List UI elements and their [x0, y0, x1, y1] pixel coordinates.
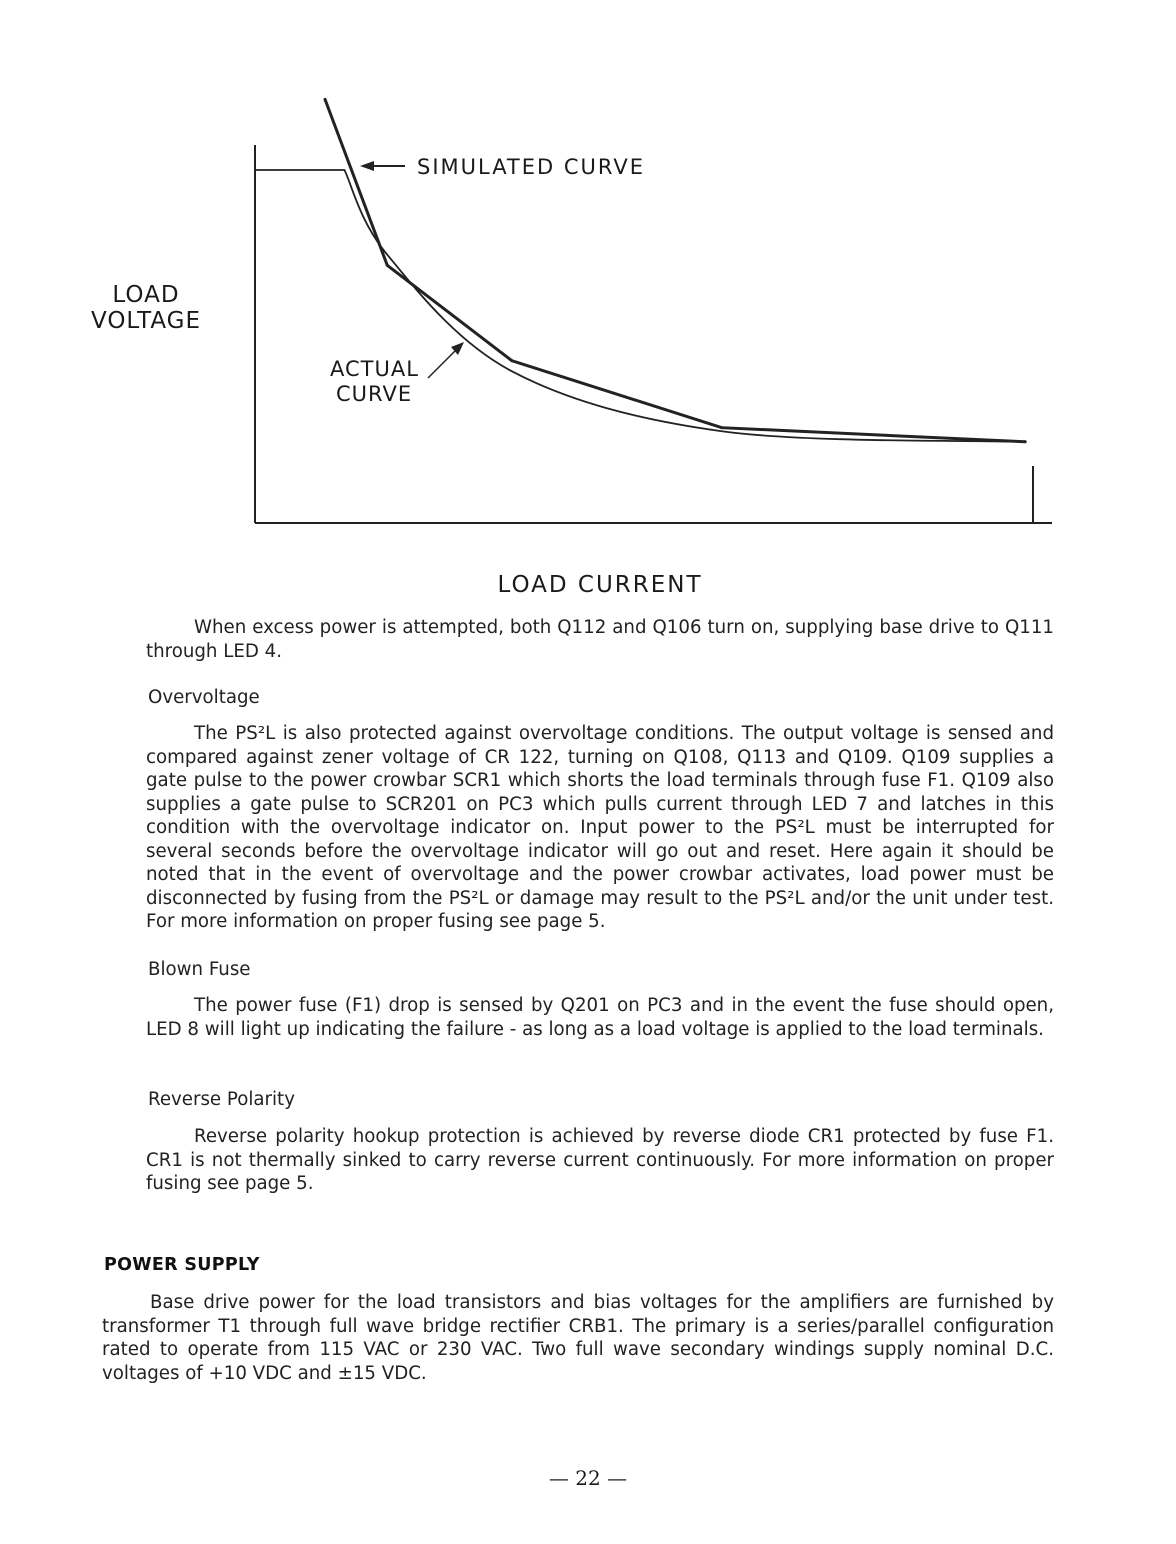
simulated-point-1: [386, 264, 389, 267]
simulated-point-0: [324, 98, 327, 101]
page-number: — 22 —: [548, 1466, 628, 1490]
simulated-arrowhead: [360, 161, 374, 171]
y-axis-label: [82, 282, 210, 334]
simulated-point-4: [1024, 440, 1027, 443]
y-axis-label-line2: VOLTAGE: [90, 308, 202, 334]
x-axis-label: LOAD CURRENT: [497, 572, 703, 598]
simulated-curve-line: [325, 99, 1025, 441]
y-axis-label-line1: LOAD: [112, 282, 180, 308]
power-supply-paragraph: Base drive power for the load transistors and bias voltages for the amplifiers are furnished by transformer T1 through full wave bridge rectifier CRB1. The primary is a series/parallel configuration rated to operate from 115 VAC or 230 VAC. Two full wave secondary windings supply nominal D.C. voltages of +10 VDC and ±15 VDC.: [102, 1292, 1054, 1384]
actual-curve-label-line1: ACTUAL: [330, 357, 419, 381]
simulated-point-3: [720, 426, 723, 429]
overvoltage-paragraph: The PS²L is also protected against overvoltage conditions. The output voltage is sensed and compared against zener voltage of CR 122, turning on Q108, Q113 and Q109. Q109 supplies a gate pulse to the power crowbar SCR1 which shorts the load terminals through fuse F1. Q109 also supplies a gate pulse to SCR201 on PC3 which pulls current through LED 7 and latches in this condition with the overvoltage indicator on. Input power to the PS²L must be interrupted for several seconds before the overvoltage indicator will go out and reset. Here again it should be noted that in the event of overvoltage and the power crowbar activates, load power must be disconnected by fusing from the PS²L or damage may result to the PS²L and/or the unit under test. For more information on proper fusing see page 5.: [146, 723, 1054, 932]
blown-fuse-paragraph: The power fuse (F1) drop is sensed by Q201 on PC3 and in the event the fuse should open, LED 8 will light up indicating the failure - as long as a load voltage is applied to the load terminals.: [146, 995, 1054, 1040]
simulated-point-2: [510, 359, 513, 362]
simulated-curve-label: SIMULATED CURVE: [417, 155, 645, 179]
power-supply-heading: POWER SUPPLY: [104, 1255, 260, 1275]
overvoltage-heading: Overvoltage: [148, 687, 260, 708]
blown-fuse-heading: Blown Fuse: [148, 959, 251, 980]
actual-curve-label-line2: CURVE: [336, 382, 413, 406]
reverse-polarity-heading: Reverse Polarity: [148, 1089, 295, 1110]
actual-arrow-shaft: [428, 348, 458, 378]
simulated-curve-points: [324, 98, 1027, 443]
load-curve-figure: [0, 0, 1176, 560]
intro-paragraph: When excess power is attempted, both Q112 and Q106 turn on, supplying base drive to Q111 through LED 4.: [146, 617, 1054, 662]
reverse-polarity-paragraph: Reverse polarity hookup protection is achieved by reverse diode CR1 protected by fuse F1. CR1 is not thermally sinked to carry reverse current continuously. For more information on proper fusing see page 5.: [146, 1126, 1054, 1194]
